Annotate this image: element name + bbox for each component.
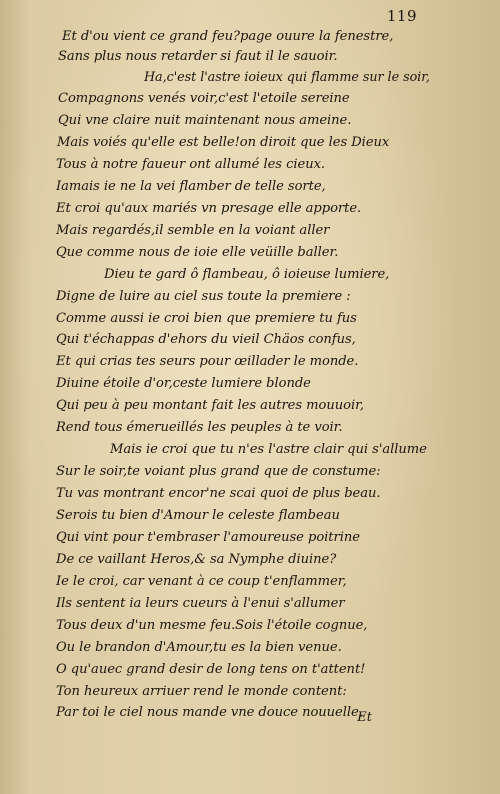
verse-line: Et croi qu'aux mariés vn presage elle apporte.	[56, 201, 362, 216]
verse-line: Rend tous émerueillés les peuples à te voir.	[56, 420, 343, 435]
verse-line: O qu'auec grand desir de long tens on t'attent!	[56, 662, 366, 677]
verse-line: Et d'ou vient ce grand feu?page ouure la fenestre,	[62, 29, 394, 44]
verse-line: Ie le croi, car venant à ce coup t'enflammer,	[56, 574, 347, 589]
verse-line: Diuine étoile d'or,ceste lumiere blonde	[56, 376, 311, 391]
verse-line: Que comme nous de ioie elle veüille baller.	[56, 245, 339, 260]
verse-line: Tous à notre faueur ont allumé les cieux.	[56, 157, 326, 172]
catchword: Et	[357, 710, 372, 725]
verse-line: Serois tu bien d'Amour le celeste flambeau	[56, 508, 340, 523]
verse-line: Ils sentent ia leurs cueurs à l'enui s'allumer	[56, 596, 345, 611]
verse-line: Tous deux d'un mesme feu.Sois l'étoile cognue,	[56, 618, 368, 633]
verse-line: Tu vas montrant encor'ne scai quoi de plus beau.	[56, 486, 381, 501]
verse-line: Par toi le ciel nous mande vne douce nouuelle,	[56, 705, 363, 720]
verse-line: Sur le soir,te voiant plus grand que de constume:	[56, 464, 381, 479]
verse-line: Qui t'échappas d'ehors du vieil Chäos confus,	[56, 332, 356, 347]
verse-line: Iamais ie ne la vei flamber de telle sorte,	[56, 179, 326, 194]
verse-line: Qui vint pour t'embraser l'amoureuse poitrine	[56, 530, 360, 545]
verse-line: Et qui crias tes seurs pour œillader le monde.	[56, 354, 359, 369]
verse-line: De ce vaillant Heros,& sa Nymphe diuine?	[56, 552, 337, 567]
verse-line: Mais regardés,il semble en la voiant aller	[56, 223, 330, 238]
verse-line: Sans plus nous retarder si faut il le sauoir.	[58, 49, 338, 64]
verse-line: Ou le brandon d'Amour,tu es la bien venue.	[56, 640, 342, 655]
page-number: 119	[386, 7, 417, 25]
verse-line: Mais voiés qu'elle est belle!on diroit que les Dieux	[57, 135, 390, 150]
verse-line: Mais ie croi que tu n'es l'astre clair qui s'allume	[110, 442, 427, 457]
verse-line: Ton heureux arriuer rend le monde content:	[56, 684, 347, 699]
verse-line: Qui vne claire nuit maintenant nous ameine.	[58, 113, 352, 128]
verse-line: Ha,c'est l'astre ioieux qui flamme sur le soir,	[144, 70, 430, 85]
verse-line: Compagnons venés voir,c'est l'etoile sereine	[58, 91, 350, 106]
verse-line: Comme aussi ie croi bien que premiere tu fus	[56, 311, 357, 326]
verse-line: Digne de luire au ciel sus toute la premiere :	[56, 289, 351, 304]
verse-line: Dieu te gard ô flambeau, ô ioieuse lumiere,	[104, 267, 390, 282]
verse-line: Qui peu à peu montant fait les autres mouuoir,	[56, 398, 364, 413]
